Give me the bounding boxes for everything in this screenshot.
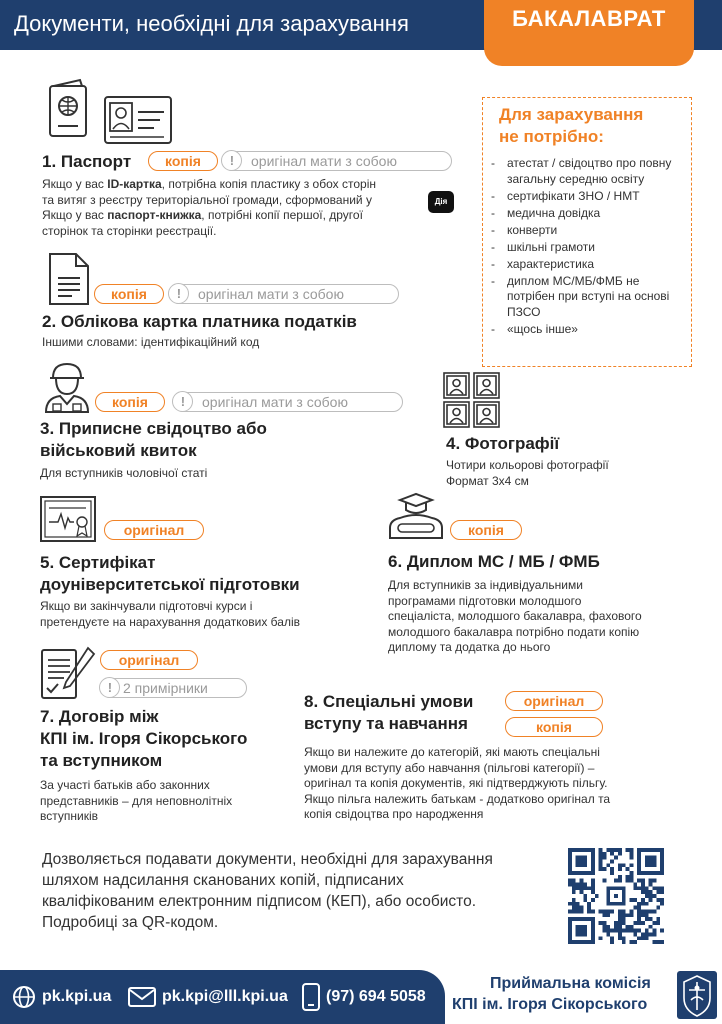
globe-icon [12,985,36,1009]
passport-original-badge [222,151,452,171]
kpi-logo-icon [676,970,718,1020]
section-military-desc: Для вступників чоловічої статі [40,466,208,480]
passport-original-badge-label: оригінал мати з собою [251,153,397,169]
special-copy-badge: копія [505,717,603,737]
certificate-original-badge: оригінал [104,520,204,540]
qr-code-icon[interactable] [568,848,664,944]
contract-copies-badge [100,678,247,698]
phone-icon [302,983,320,1011]
certificate-icon [40,496,96,544]
section-tax-title: 2. Облікова картка платника податків [42,312,357,331]
envelope-icon [128,987,156,1007]
exclamation-icon: ! [99,677,120,698]
section-photos-desc: Чотири кольорові фотографії Формат 3х4 см [446,458,609,488]
university-name: КПІ ім. Ігоря Сікорського [452,996,648,1013]
document-icon [48,252,90,306]
exclamation-icon: ! [168,283,189,304]
level-tab [484,0,694,66]
photos-icon [443,372,501,428]
section-passport-title: 1. Паспорт [42,152,132,171]
tax-original-badge-label: оригінал мати з собою [198,286,344,302]
website-link[interactable]: pk.kpi.ua [42,988,112,1005]
exclamation-icon: ! [221,150,242,171]
section-tax-desc: Іншими словами: ідентифікаційний код [42,335,260,349]
email-link[interactable]: pk.kpi@lll.kpi.ua [162,988,288,1005]
military-original-badge-label: оригінал мати з собою [202,394,348,410]
list-item: - диплом МС/МБ/ФМБ не потрібен при вступі на основі ПЗСО [489,274,687,321]
list-item: - шкільні грамоти [489,240,687,256]
committee-name: Приймальна комісія [490,975,651,992]
submission-note: Дозволяється подавати документи, необхідні для зарахування шляхом надсилання сканованих копій, підписаних кваліфікованим електронним підписом (КЕП), або особисто. Подробиці за QR-кодом. [42,851,493,931]
military-original-badge [173,392,403,412]
section-diploma-title: 6. Диплом МС / МБ / ФМБ [388,552,600,571]
contract-copies-badge-label: 2 примірники [123,680,208,696]
list-item: - медична довідка [489,206,687,222]
soldier-icon [44,362,90,414]
tax-original-badge [169,284,399,304]
graduate-icon [386,492,446,544]
section-passport-desc: Якщо у вас ID-картка, потрібна копія пластику з обох сторін та витяг з реєстру територіальної громади, сформований у Якщо у вас паспорт-книжка, потрібні копії першої, другої сторінок та сторінки реєстрації. [42,177,376,238]
diploma-copy-badge: копія [450,520,522,540]
id-card-icon [104,96,172,144]
passport-icon [48,80,90,140]
page-title: Документи, необхідні для зарахування [14,11,409,36]
contract-original-badge: оригінал [100,650,198,670]
not-required-heading: Для зарахування не потрібно: [499,105,644,146]
tax-copy-badge: копія [94,284,164,304]
section-contract-title: 7. Договір між КПІ ім. Ігоря Сікорського та вступником [40,707,248,770]
section-military-title: 3. Приписне свідоцтво або військовий квиток [40,419,267,460]
list-item: - «щось інше» [489,322,687,338]
list-item: - атестат / свідоцтво про повну загальну середню освіту [489,156,687,187]
section-diploma-desc: Для вступників за індивідуальними програмами підготовки молодшого спеціаліста, молодшого бакалавра, фахового молодшого бакалавра потрібно подати копію диплому та додатка до нього [388,578,642,654]
military-copy-badge: копія [95,392,165,412]
not-required-box [482,97,692,367]
list-item: - конверти [489,223,687,239]
list-item: - сертифікати ЗНО / НМТ [489,189,687,205]
section-certificate-title: 5. Сертифікат доуніверситетської підготовки [40,553,300,594]
level-tab-label: БАКАЛАВРАТ [512,6,666,31]
not-required-list [489,156,687,339]
diia-app-icon: Дія [428,191,454,213]
section-contract-desc: За участі батьків або законних представників – для неповнолітніх вступників [40,778,233,823]
section-special-title: 8. Спеціальні умови вступу та навчання [304,692,474,733]
contract-icon [40,646,96,702]
section-photos-title: 4. Фотографії [446,434,560,453]
phone-link[interactable]: (97) 694 5058 [326,988,426,1005]
exclamation-icon: ! [172,391,193,412]
section-certificate-desc: Якщо ви закінчували підготовчі курси і претендуєте на нарахування додаткових балів [40,599,300,629]
list-item: - характеристика [489,257,687,273]
section-special-desc: Якщо ви належите до категорій, які мають спеціальні умови для вступу або навчання (пільгові категорії) – оригінал та копія документів, які підтверджують пільгу. Якщо пільга належить батькам - додатково оригінал та копія свідоцтва про народження [304,745,611,821]
passport-copy-badge: копія [148,151,218,171]
special-original-badge: оригінал [505,691,603,711]
